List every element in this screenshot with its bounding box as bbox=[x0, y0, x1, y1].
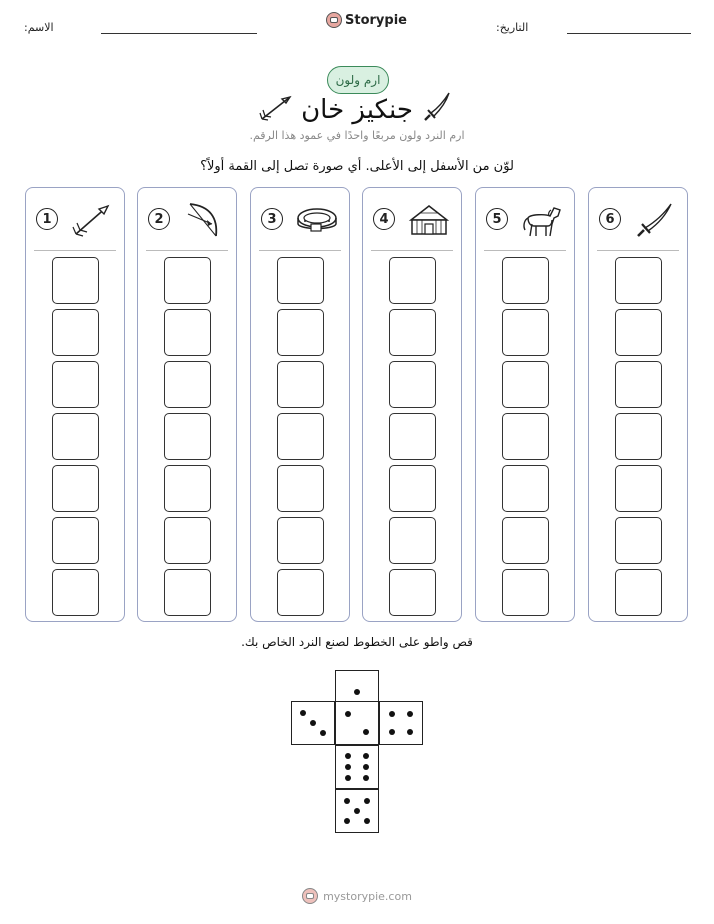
die-pip bbox=[345, 753, 351, 759]
column-divider bbox=[597, 250, 679, 251]
die-pip bbox=[345, 764, 351, 770]
color-square[interactable] bbox=[277, 569, 324, 616]
color-square[interactable] bbox=[52, 569, 99, 616]
column-divider bbox=[146, 250, 228, 251]
die-pip bbox=[363, 775, 369, 781]
instruction-subtitle: ارم النرد ولون مربعًا واحدًا في عمود هذا الرقم. bbox=[249, 129, 465, 142]
die-pip bbox=[364, 798, 370, 804]
color-square[interactable] bbox=[615, 517, 662, 564]
die-pip bbox=[364, 818, 370, 824]
die-face-2 bbox=[335, 701, 379, 745]
date-line[interactable] bbox=[567, 33, 691, 34]
die-pip bbox=[345, 775, 351, 781]
die-pip bbox=[320, 730, 326, 736]
die-pip bbox=[363, 753, 369, 759]
color-square[interactable] bbox=[164, 413, 211, 460]
die-pip bbox=[407, 729, 413, 735]
name-label: الاسم: bbox=[24, 21, 54, 34]
yurt-icon bbox=[407, 200, 451, 240]
color-square[interactable] bbox=[502, 465, 549, 512]
die-pip bbox=[354, 689, 360, 695]
arrow-icon bbox=[70, 200, 114, 240]
die-pip bbox=[300, 710, 306, 716]
column-number: 5 bbox=[486, 208, 508, 230]
color-square[interactable] bbox=[389, 257, 436, 304]
cut-instruction: قص واطو على الخطوط لصنع النرد الخاص بك. bbox=[241, 635, 473, 649]
column-5 bbox=[475, 187, 575, 622]
bow-icon bbox=[182, 200, 226, 240]
footer-url[interactable]: mystorypie.com bbox=[323, 889, 412, 903]
die-pip bbox=[310, 720, 316, 726]
die-pip bbox=[407, 711, 413, 717]
die-pip bbox=[363, 729, 369, 735]
column-divider bbox=[34, 250, 116, 251]
column-number: 1 bbox=[36, 208, 58, 230]
storypie-mascot-icon bbox=[302, 888, 318, 904]
column-4 bbox=[362, 187, 462, 622]
die-pip bbox=[363, 764, 369, 770]
column-divider bbox=[484, 250, 566, 251]
color-square[interactable] bbox=[502, 517, 549, 564]
die-pip bbox=[389, 729, 395, 735]
column-6 bbox=[588, 187, 688, 622]
column-number: 6 bbox=[599, 208, 621, 230]
die-pip bbox=[345, 711, 351, 717]
sword-icon bbox=[633, 200, 677, 240]
color-square[interactable] bbox=[389, 413, 436, 460]
color-square[interactable] bbox=[615, 309, 662, 356]
column-3 bbox=[250, 187, 350, 622]
color-square[interactable] bbox=[502, 413, 549, 460]
column-1 bbox=[25, 187, 125, 622]
color-square[interactable] bbox=[164, 517, 211, 564]
color-square[interactable] bbox=[389, 465, 436, 512]
belt-icon bbox=[295, 200, 339, 240]
die-face-5 bbox=[335, 789, 379, 833]
color-square[interactable] bbox=[52, 361, 99, 408]
die-pip bbox=[344, 818, 350, 824]
horse-icon bbox=[520, 200, 564, 240]
column-divider bbox=[259, 250, 341, 251]
title-sword-icon bbox=[422, 91, 452, 123]
color-square[interactable] bbox=[389, 517, 436, 564]
die-pip bbox=[389, 711, 395, 717]
color-square[interactable] bbox=[615, 465, 662, 512]
color-square[interactable] bbox=[277, 465, 324, 512]
column-number: 4 bbox=[373, 208, 395, 230]
color-square[interactable] bbox=[52, 309, 99, 356]
column-number: 2 bbox=[148, 208, 170, 230]
color-square[interactable] bbox=[615, 361, 662, 408]
page-title: جنكيز خان bbox=[301, 95, 413, 125]
color-square[interactable] bbox=[615, 257, 662, 304]
color-square[interactable] bbox=[277, 517, 324, 564]
name-line[interactable] bbox=[101, 33, 257, 34]
color-square[interactable] bbox=[164, 361, 211, 408]
color-square[interactable] bbox=[389, 569, 436, 616]
color-square[interactable] bbox=[277, 413, 324, 460]
die-face-6 bbox=[335, 745, 379, 789]
color-square[interactable] bbox=[52, 413, 99, 460]
color-square[interactable] bbox=[389, 309, 436, 356]
color-square[interactable] bbox=[502, 361, 549, 408]
die-pip bbox=[354, 808, 360, 814]
color-square[interactable] bbox=[52, 517, 99, 564]
column-divider bbox=[371, 250, 453, 251]
storypie-mascot-icon bbox=[326, 12, 342, 28]
footer bbox=[0, 888, 714, 904]
color-square[interactable] bbox=[277, 257, 324, 304]
color-square[interactable] bbox=[164, 465, 211, 512]
color-square[interactable] bbox=[164, 257, 211, 304]
die-face-4 bbox=[379, 701, 423, 745]
color-square[interactable] bbox=[277, 309, 324, 356]
color-square[interactable] bbox=[52, 465, 99, 512]
color-square[interactable] bbox=[502, 309, 549, 356]
storypie-logo bbox=[326, 12, 407, 28]
color-square[interactable] bbox=[52, 257, 99, 304]
brand-name: Storypie bbox=[345, 12, 407, 28]
column-number: 3 bbox=[261, 208, 283, 230]
activity-badge: ارم ولون bbox=[327, 66, 389, 94]
color-square[interactable] bbox=[502, 257, 549, 304]
question-text: لوّن من الأسفل إلى الأعلى. أي صورة تصل إلى القمة أولاً؟ bbox=[200, 159, 514, 174]
date-label: التاريخ: bbox=[496, 21, 529, 34]
column-2 bbox=[137, 187, 237, 622]
color-square[interactable] bbox=[277, 361, 324, 408]
color-square[interactable] bbox=[615, 569, 662, 616]
die-face-3 bbox=[291, 701, 335, 745]
die-pip bbox=[344, 798, 350, 804]
color-square[interactable] bbox=[502, 569, 549, 616]
color-square[interactable] bbox=[389, 361, 436, 408]
color-square[interactable] bbox=[164, 569, 211, 616]
color-square[interactable] bbox=[164, 309, 211, 356]
color-square[interactable] bbox=[615, 413, 662, 460]
